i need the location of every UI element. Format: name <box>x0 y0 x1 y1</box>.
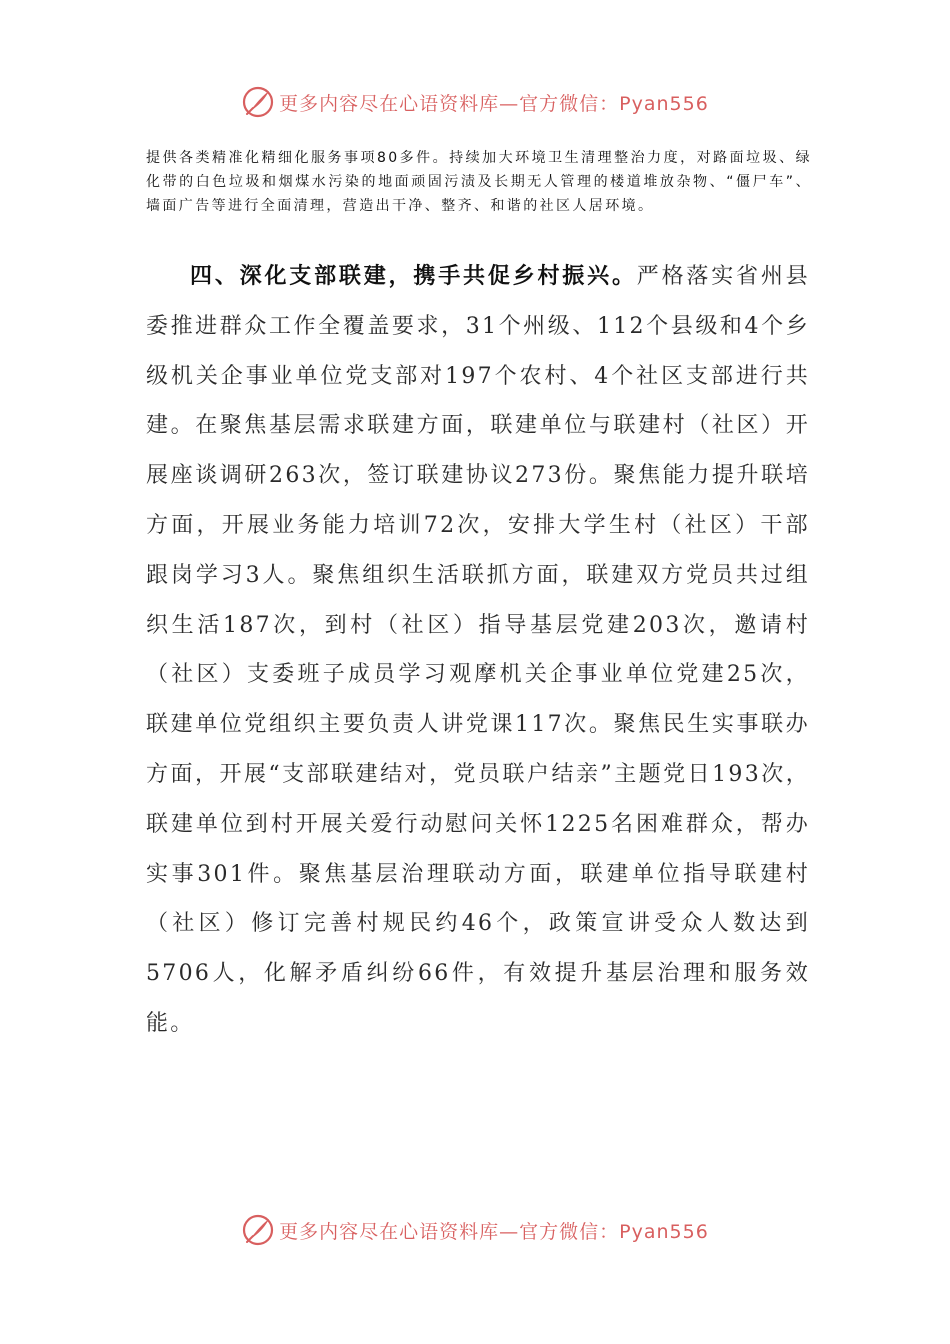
header-banner <box>0 82 950 122</box>
quill-logo-icon <box>241 85 275 119</box>
intro-paragraph-text: 提供各类精准化精细化服务事项80多件。持续加大环境卫生清理整治力度，对路面垃圾、绿化带的白色垃圾和烟煤水污染的地面顽固污渍及长期无人管理的楼道堆放杂物、“僵尸车”、墙面广告等进行全面清理，营造出干净、整齐、和谐的社区人居环境。 <box>146 150 812 214</box>
header-banner-text <box>279 89 709 116</box>
section-body: 严格落实省州县委推进群众工作全覆盖要求，31个州级、112个县级和4个乡级机关企事业单位党支部对197个农村、4个社区支部进行共建。在聚焦基层需求联建方面，联建单位与联建村（社区）开展座谈调研263次，签订联建协议273份。聚焦能力提升联培方面，开展业务能力培训72次，安排大学生村（社区）干部跟岗学习3人。聚焦组织生活联抓方面，联建双方党员共过组织生活187次，到村（社区）指导基层党建203次，邀请村（社区）支委班子成员学习观摩机关企事业单位党建25次，联建单位党组织主要负责人讲党课117次。聚焦民生实事联办方面，开展“支部联建结对，党员联户结亲”主题党日193次，联建单位到村开展关爱行动慰问关怀1225名困难群众，帮办实事301件。聚焦基层治理联动方面，联建单位指导联建村（社区）修订完善村规民约46个，政策宣讲受众人数达到5706人，化解矛盾纠纷66件，有效提升基层治理和服务效能。 <box>146 264 810 1036</box>
footer-banner-label: 更多内容尽在心语资料库—官方微信： <box>279 1220 620 1243</box>
footer-wechat-id: Pyan556 <box>619 1220 709 1243</box>
quill-logo-icon <box>241 1213 275 1247</box>
section-heading: 四、深化支部联建，携手共促乡村振兴。 <box>190 263 637 289</box>
header-wechat-id: Pyan556 <box>619 92 709 115</box>
section-four-text <box>146 252 810 1049</box>
footer-banner <box>0 1210 950 1250</box>
header-banner-label: 更多内容尽在心语资料库—官方微信： <box>279 92 620 115</box>
section-four-paragraph <box>146 252 810 1049</box>
footer-banner-text <box>279 1217 709 1244</box>
intro-paragraph <box>146 146 812 218</box>
